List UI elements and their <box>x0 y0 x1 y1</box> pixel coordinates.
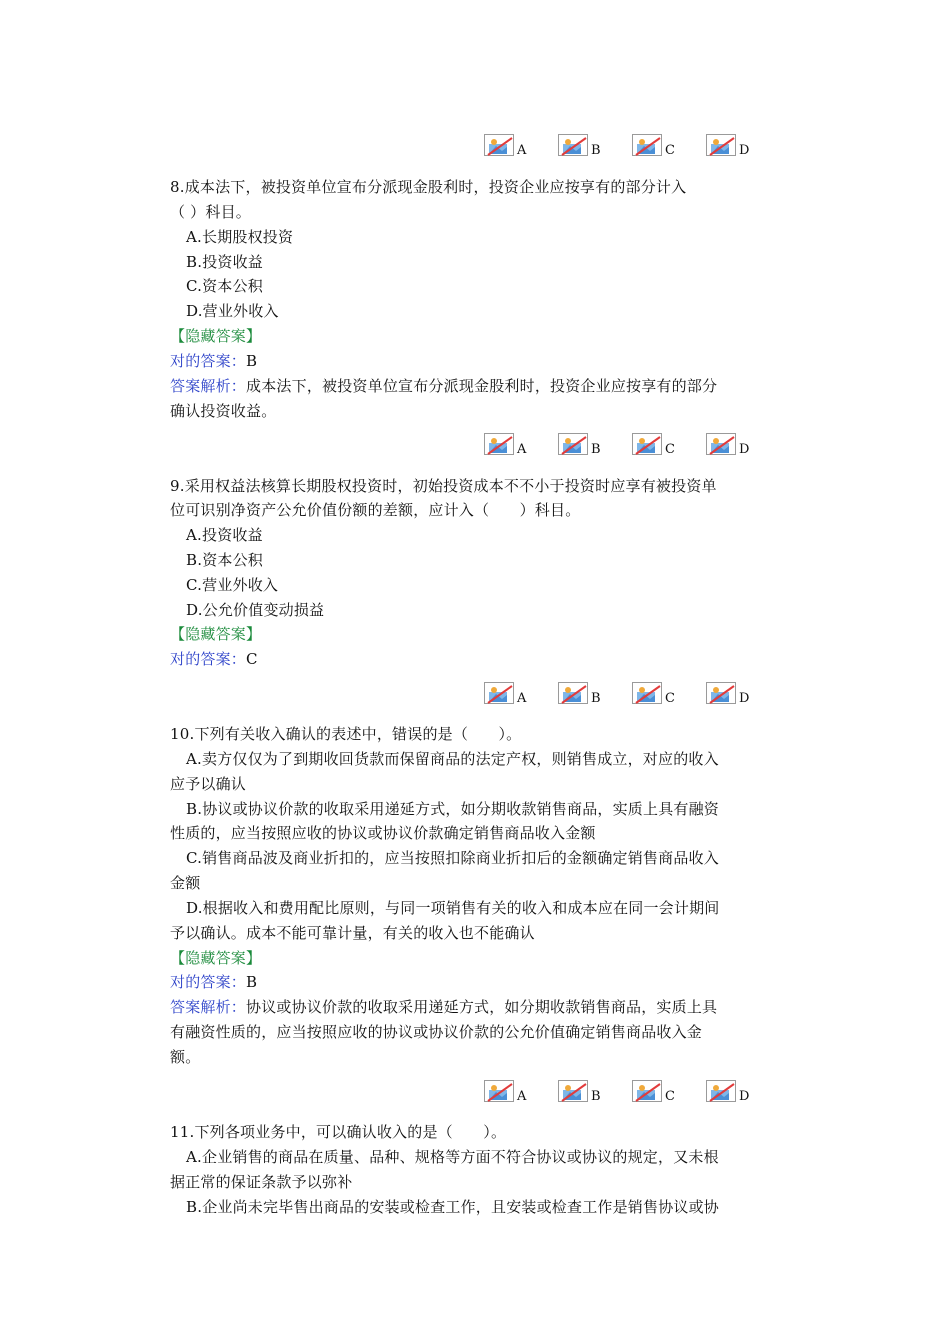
analysis-label: 答案解析： <box>170 998 247 1016</box>
answer-label: 对的答案： <box>170 973 247 991</box>
answer-option-c[interactable] <box>632 682 675 708</box>
analysis-label: 答案解析： <box>170 377 247 395</box>
broken-image-icon <box>484 433 514 455</box>
answer-option-b[interactable] <box>558 134 601 160</box>
broken-image-icon <box>632 682 662 704</box>
broken-image-icon <box>558 134 588 156</box>
question-9-option-a: A.投资收益 <box>186 526 263 544</box>
answer-icon-row <box>484 134 784 160</box>
answer-option-d[interactable] <box>706 682 750 708</box>
broken-image-icon <box>632 433 662 455</box>
question-9-stem: 9.采用权益法核算长期股权投资时，初始投资成本不不小于投资时应享有被投资单 <box>170 477 717 495</box>
broken-image-icon <box>484 1080 514 1102</box>
question-10-option-a-cont: 应予以确认 <box>170 775 247 793</box>
question-10-option-d-cont: 予以确认。成本不能可靠计量，有关的收入也不能确认 <box>170 924 535 942</box>
answer-option-a[interactable] <box>484 682 527 708</box>
question-9-option-c: C.营业外收入 <box>186 576 279 594</box>
answer-icon-row <box>484 682 784 708</box>
hide-answer-link[interactable]: 【隐藏答案】 <box>170 625 262 643</box>
broken-image-icon <box>706 134 736 156</box>
question-10-option-a: A.卖方仅仅为了到期收回货款而保留商品的法定产权，则销售成立，对应的收入 <box>186 750 719 768</box>
hide-answer-link[interactable]: 【隐藏答案】 <box>170 327 262 345</box>
question-8-option-d: D.营业外收入 <box>186 302 279 320</box>
question-11-stem: 11.下列各项业务中，可以确认收入的是（ ）。 <box>170 1123 507 1141</box>
analysis-text: 协议或协议价款的收取采用递延方式，如分期收款销售商品，实质上具 <box>246 998 718 1016</box>
answer-option-d[interactable] <box>706 134 750 160</box>
question-10-answer <box>170 972 257 992</box>
option-letter: C <box>665 691 675 706</box>
answer-icon-row <box>484 433 784 459</box>
question-8-option-c: C.资本公积 <box>186 277 263 295</box>
question-9-option-b: B.资本公积 <box>186 551 263 569</box>
option-letter: A <box>517 442 527 457</box>
question-10-stem: 10.下列有关收入确认的表述中，错误的是（ ）。 <box>170 725 522 743</box>
question-11-option-b: B.企业尚未完毕售出商品的安装或检查工作，且安装或检查工作是销售协议或协 <box>186 1198 719 1216</box>
option-letter: D <box>739 1089 750 1104</box>
option-letter: C <box>665 143 675 158</box>
broken-image-icon <box>558 682 588 704</box>
question-8-stem: 8.成本法下，被投资单位宣布分派现金股利时，投资企业应按享有的部分计入 <box>170 178 687 196</box>
answer-option-c[interactable] <box>632 433 675 459</box>
option-letter: D <box>739 143 750 158</box>
answer-option-a[interactable] <box>484 433 527 459</box>
broken-image-icon <box>706 682 736 704</box>
option-letter: D <box>739 691 750 706</box>
option-letter: B <box>591 691 601 706</box>
answer-option-c[interactable] <box>632 1080 675 1106</box>
question-8-answer <box>170 351 257 371</box>
option-letter: C <box>665 442 675 457</box>
answer-option-b[interactable] <box>558 1080 601 1106</box>
question-11-option-a-cont: 据正常的保证条款予以弥补 <box>170 1173 353 1191</box>
question-9-answer <box>170 649 258 669</box>
answer-option-d[interactable] <box>706 1080 750 1106</box>
answer-option-b[interactable] <box>558 433 601 459</box>
option-letter: C <box>665 1089 675 1104</box>
question-10-option-c-cont: 金额 <box>170 874 201 892</box>
question-8-option-b: B.投资收益 <box>186 253 263 271</box>
question-8-option-a: A.长期股权投资 <box>186 228 294 246</box>
question-10-option-c: C.销售商品波及商业折扣的，应当按照扣除商业折扣后的金额确定销售商品收入 <box>186 849 719 867</box>
broken-image-icon <box>632 134 662 156</box>
answer-value: B <box>246 973 258 991</box>
question-8-analysis-cont: 确认投资收益。 <box>170 402 277 420</box>
question-10-option-b: B.协议或协议价款的收取采用递延方式，如分期收款销售商品，实质上具有融资 <box>186 800 719 818</box>
answer-option-b[interactable] <box>558 682 601 708</box>
answer-option-a[interactable] <box>484 134 527 160</box>
option-letter: D <box>739 442 750 457</box>
broken-image-icon <box>558 433 588 455</box>
question-11-option-a: A.企业销售的商品在质量、品种、规格等方面不符合协议或协议的规定，又未根 <box>186 1148 719 1166</box>
broken-image-icon <box>632 1080 662 1102</box>
hide-answer-link[interactable]: 【隐藏答案】 <box>170 949 262 967</box>
broken-image-icon <box>484 682 514 704</box>
answer-label: 对的答案： <box>170 650 247 668</box>
option-letter: A <box>517 691 527 706</box>
option-letter: B <box>591 442 601 457</box>
question-8-stem-cont: （ ）科目。 <box>170 203 251 221</box>
broken-image-icon <box>706 1080 736 1102</box>
question-10-analysis <box>170 997 717 1017</box>
answer-option-a[interactable] <box>484 1080 527 1106</box>
analysis-text: 成本法下，被投资单位宣布分派现金股利时，投资企业应按享有的部分 <box>246 377 718 395</box>
answer-option-c[interactable] <box>632 134 675 160</box>
question-9-option-d: D.公允价值变动损益 <box>186 601 325 619</box>
question-10-option-b-cont: 性质的，应当按照应收的协议或协议价款确定销售商品收入金额 <box>170 824 596 842</box>
broken-image-icon <box>484 134 514 156</box>
question-8-analysis <box>170 376 717 396</box>
question-10-analysis-cont: 额。 <box>170 1048 201 1066</box>
answer-value: C <box>246 650 258 668</box>
question-9-stem-cont: 位可识别净资产公允价值份额的差额，应计入（ ）科目。 <box>170 501 581 519</box>
answer-icon-row <box>484 1080 784 1106</box>
option-letter: A <box>517 143 527 158</box>
option-letter: B <box>591 143 601 158</box>
question-10-analysis-cont: 有融资性质的，应当按照应收的协议或协议价款的公允价值确定销售商品收入金 <box>170 1023 703 1041</box>
answer-label: 对的答案： <box>170 352 247 370</box>
broken-image-icon <box>558 1080 588 1102</box>
answer-value: B <box>246 352 258 370</box>
option-letter: A <box>517 1089 527 1104</box>
option-letter: B <box>591 1089 601 1104</box>
question-10-option-d: D.根据收入和费用配比原则，与同一项销售有关的收入和成本应在同一会计期间 <box>186 899 720 917</box>
answer-option-d[interactable] <box>706 433 750 459</box>
broken-image-icon <box>706 433 736 455</box>
